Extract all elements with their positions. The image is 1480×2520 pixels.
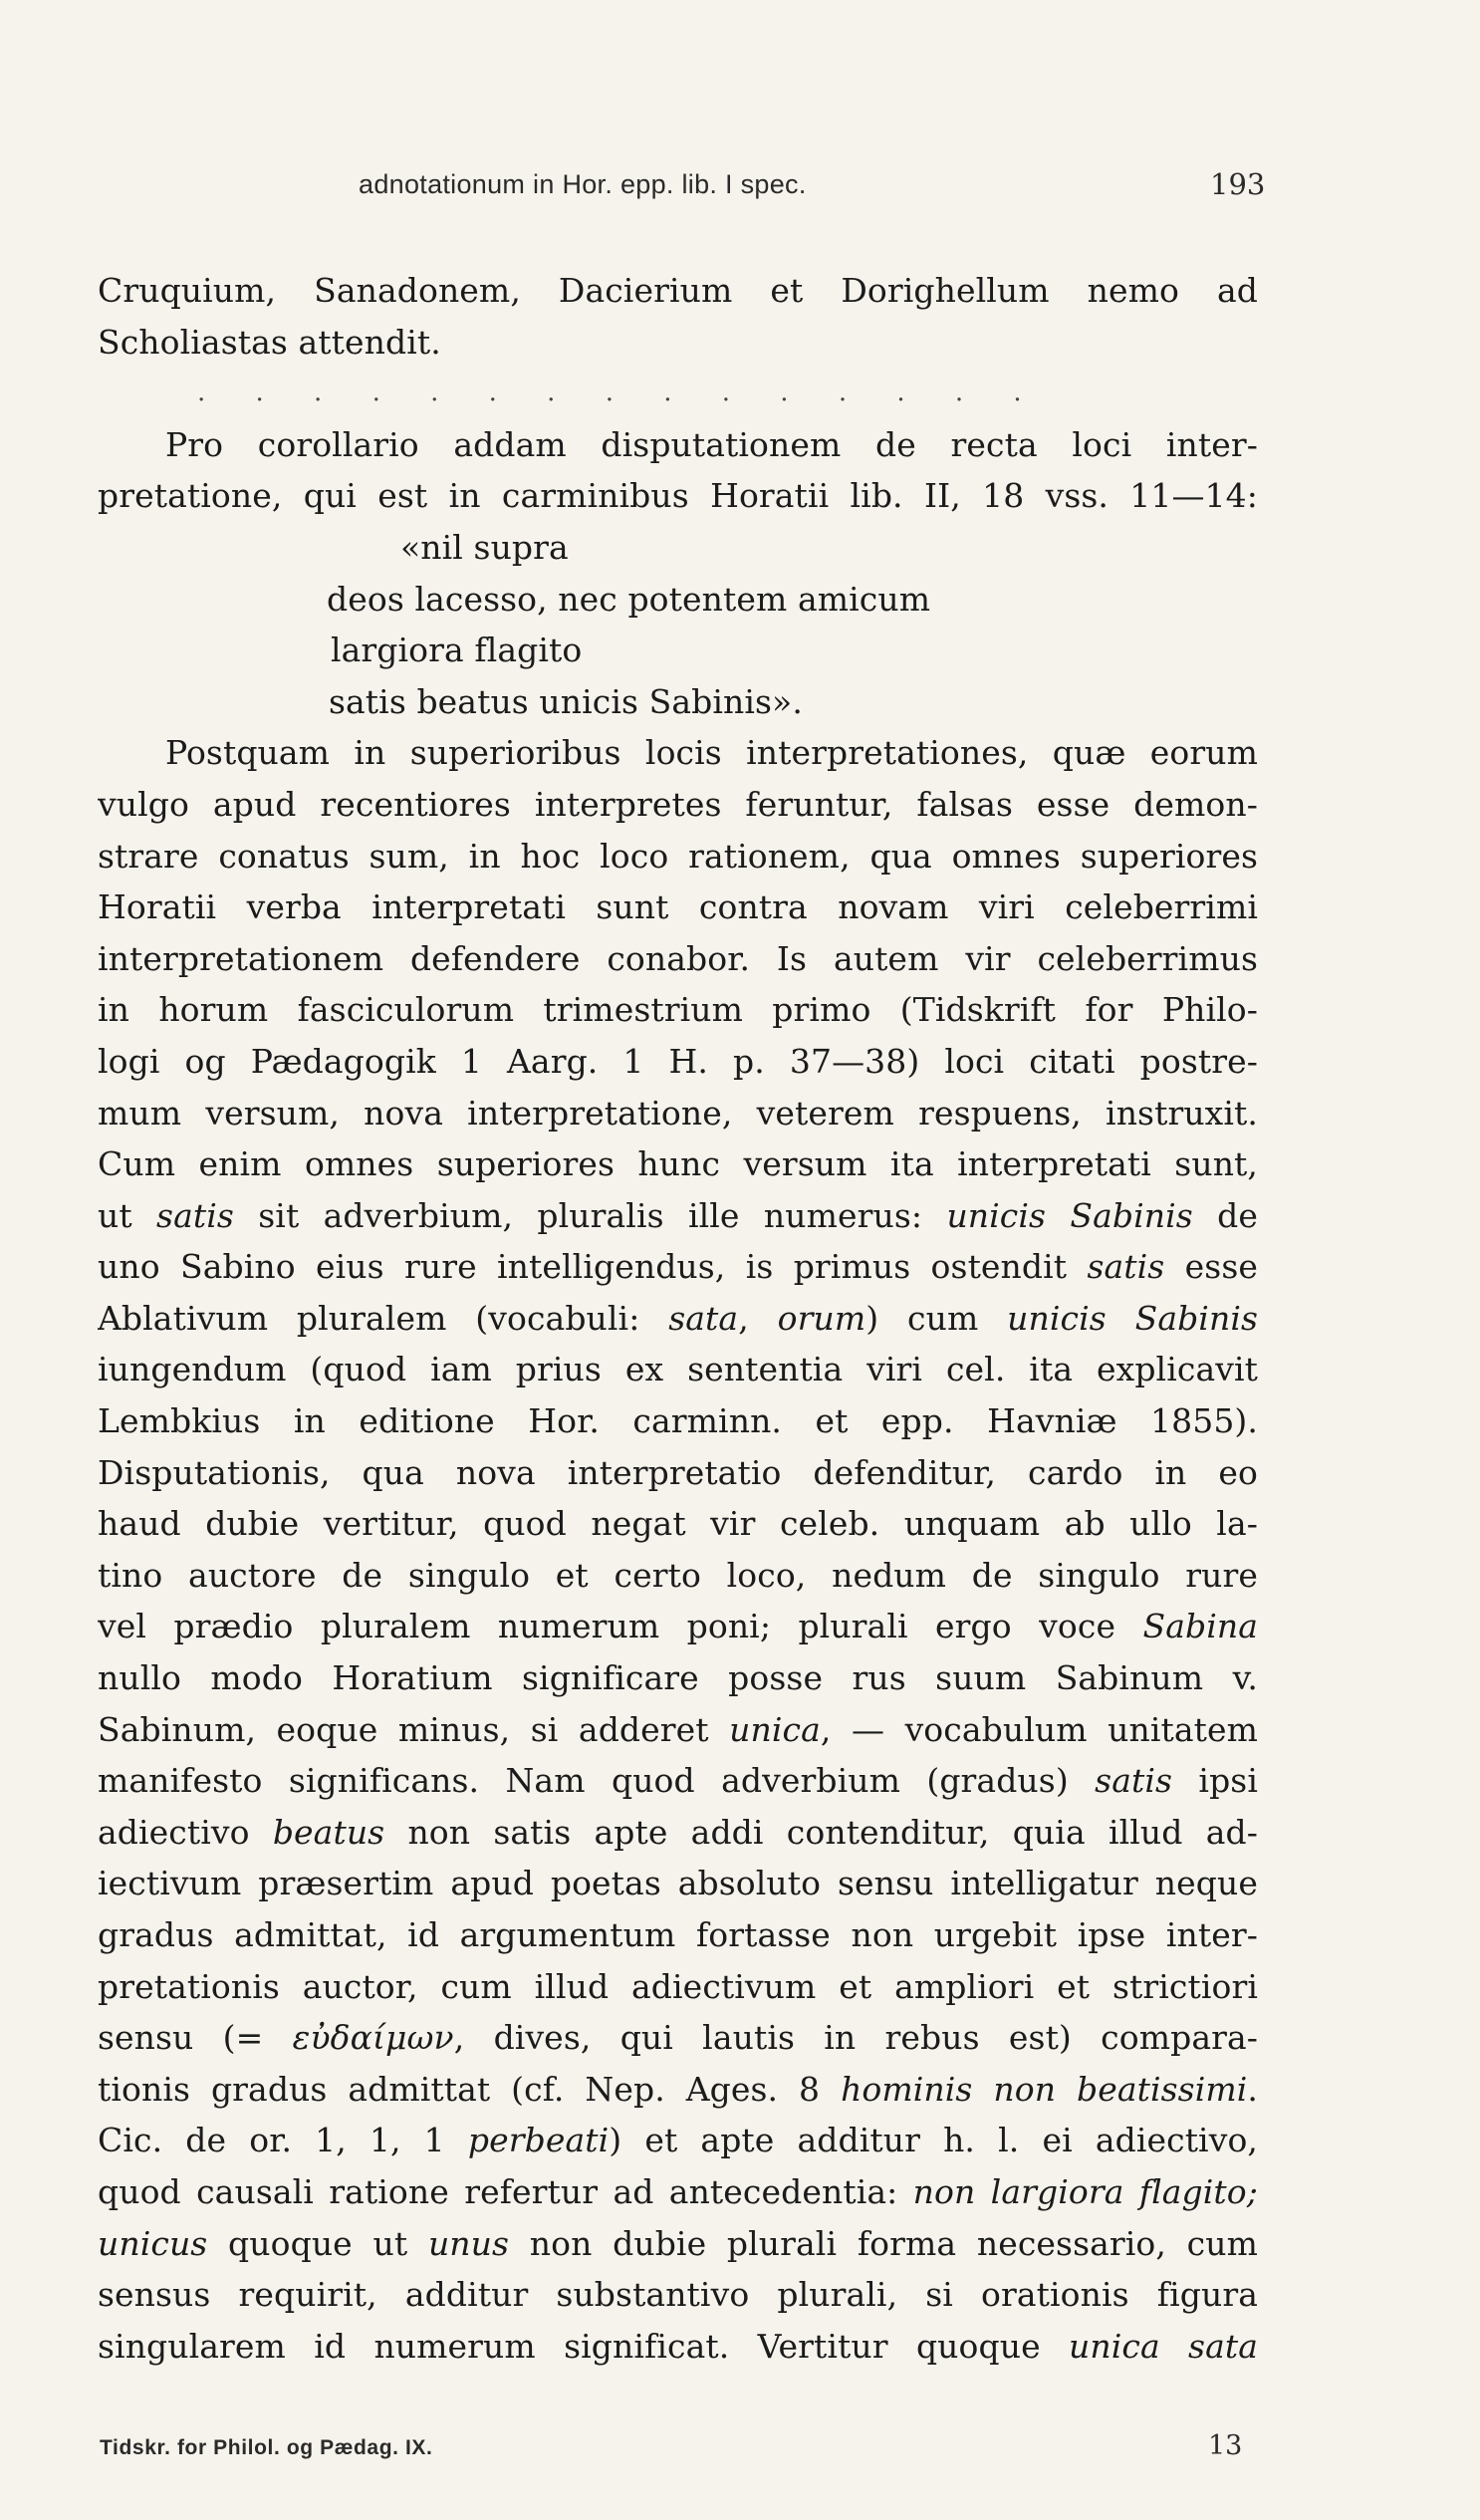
text-line: pretationis auctor, cum illud adiectivum et ampliori et strictiori [98, 1966, 1258, 2006]
text-run: non satis apte addi contenditur, quia illud ad- [384, 1812, 1258, 1852]
footer-text: Tidskr. for Philol. og Pædag. IX. [100, 2436, 433, 2459]
text-run: singularem id numerum significat. Vertitur quoque [98, 2326, 1070, 2366]
italic-run: satis [156, 1195, 234, 1235]
text-line [98, 2166, 1258, 2218]
text-line [98, 1293, 1258, 1345]
text-line: Cum enim omnes superiores hunc versum ita interpretati sunt, [98, 1144, 1258, 1184]
verse-line: deos lacesso, nec potentem amicum [327, 579, 931, 619]
italic-run: Sabina [1142, 1607, 1258, 1646]
text-line [98, 1704, 1258, 1756]
text-run: non dubie plurali forma necessario, cum [509, 2223, 1258, 2263]
body-text [98, 265, 1258, 2372]
text-line [98, 1241, 1258, 1293]
text-line [98, 1601, 1258, 1652]
paragraph-start-line: Postquam in superioribus locis interpretationes, quæ eorum [165, 733, 1258, 773]
verse-line: largiora flagito [331, 630, 583, 670]
text-run: quod causali ratione refertur ad antecedentia: [98, 2171, 913, 2211]
italic-run: hominis non beatissimi [841, 2069, 1248, 2109]
text-line: Cruquium, Sanadonem, Dacierium et Dorighellum nemo ad [98, 271, 1258, 310]
text-line [98, 2012, 1258, 2064]
text-run: adiectivo [98, 1812, 273, 1852]
text-line: Lembkius in editione Hor. carminn. et epp. Havniæ 1855). [98, 1401, 1258, 1441]
ellipsis-line: . . . . . . . . . . . . . . . [197, 378, 1043, 408]
verse-line: satis beatus unicis Sabinis». [329, 681, 803, 721]
text-line [98, 1755, 1258, 1807]
text-line: pretatione, qui est in carminibus Horatii lib. II, 18 vss. 11—14: [98, 476, 1258, 516]
italic-run: unica sata [1069, 2326, 1258, 2366]
italic-run: satis [1095, 1761, 1173, 1801]
text-line: mum versum, nova interpretatione, veterem respuens, instruxit. [98, 1093, 1258, 1133]
running-title: adnotationum in Hor. epp. lib. I spec. [359, 169, 807, 199]
paragraph-start-line: Pro corollario addam disputationem de recta loci inter- [165, 424, 1258, 464]
text-run: sensu (= [98, 2018, 293, 2058]
text-run: . [1247, 2069, 1258, 2109]
text-line: nullo modo Horatium significare posse rus suum Sabinum v. [98, 1658, 1258, 1698]
text-run: ut [98, 1195, 157, 1235]
text-line [98, 1190, 1258, 1242]
text-run: esse [1164, 1247, 1258, 1287]
text-line [98, 2115, 1258, 2166]
text-run: , dives, qui lautis in rebus est) compara- [453, 2018, 1258, 2058]
text-run: tionis gradus admittat (cf. Nep. Ages. 8 [98, 2069, 842, 2109]
text-line: iungendum (quod iam prius ex sententia viri cel. ita explicavit [98, 1350, 1258, 1389]
italic-run: satis [1087, 1247, 1165, 1287]
page-number: 193 [1210, 167, 1266, 201]
text-line: strare conatus sum, in hoc loco rationem, qua omnes superiores [98, 836, 1258, 876]
italic-run: unicus [98, 2223, 208, 2263]
text-run: Ablativum pluralem (vocabuli: [98, 1298, 669, 1338]
text-run: quoque ut [207, 2223, 428, 2263]
page-footer [100, 2430, 1260, 2470]
text-run: sit adverbium, pluralis ille numerus: [233, 1195, 947, 1235]
italic-run: perbeati [467, 2121, 610, 2160]
text-line: tino auctore de singulo et certo loco, nedum de singulo rure [98, 1555, 1258, 1595]
text-run: Sabinum, eoque minus, si adderet [98, 1709, 730, 1749]
italic-run: unica [729, 1709, 821, 1749]
text-line [98, 2321, 1258, 2373]
text-run: , — vocabulum unitatem [820, 1709, 1258, 1749]
text-run: ) et apte additur h. l. ei adiectivo, [609, 2121, 1258, 2160]
text-line [98, 1807, 1258, 1859]
text-run: Cic. de or. 1, 1, 1 [98, 2121, 468, 2160]
text-line: haud dubie vertitur, quod negat vir celeb. unquam ab ullo la- [98, 1504, 1258, 1544]
verse-line: «nil supra [400, 527, 569, 567]
text-run: uno Sabino eius rure intelligendus, is primus ostendit [98, 1247, 1088, 1287]
text-line: in horum fasciculorum trimestrium primo (Tidskrift for Philo- [98, 990, 1258, 1030]
text-line: vulgo apud recentiores interpretes feruntur, falsas esse demon- [98, 784, 1258, 824]
text-line: logi og Pædagogik 1 Aarg. 1 H. p. 37—38) loci citati postre- [98, 1041, 1258, 1081]
text-line: iectivum præsertim apud poetas absoluto sensu intelligatur neque [98, 1864, 1258, 1903]
text-line: sensus requirit, additur substantivo plurali, si orationis figura [98, 2275, 1258, 2315]
text-line: Disputationis, qua nova interpretatio defenditur, cardo in eo [98, 1452, 1258, 1492]
text-line: gradus admittat, id argumentum fortasse non urgebit ipse inter- [98, 1915, 1258, 1954]
italic-run: orum [777, 1298, 866, 1338]
italic-run: unicis Sabinis [1007, 1298, 1258, 1338]
text-run: , [738, 1298, 778, 1338]
running-head [0, 169, 1480, 209]
signature-mark: 13 [1208, 2430, 1243, 2461]
text-run: vel prædio pluralem numerum poni; plurali ergo voce [98, 1607, 1143, 1646]
text-run: ) cum [865, 1298, 1008, 1338]
italic-run: beatus [272, 1812, 385, 1852]
text-line: Horatii verba interpretati sunt contra novam viri celeberrimi [98, 887, 1258, 927]
italic-run: non largiora flagito; [912, 2171, 1258, 2211]
text-line: Scholiastas attendit. [98, 322, 441, 362]
italic-run: sata [668, 1298, 739, 1338]
text-run: ipsi [1172, 1761, 1258, 1801]
text-line [98, 2218, 1258, 2270]
greek-italic-run: εὐδαίμων [292, 2018, 454, 2058]
text-line: interpretationem defendere conabor. Is autem vir celeberrimus [98, 938, 1258, 978]
text-run: manifesto significans. Nam quod adverbium (gradus) [98, 1761, 1096, 1801]
text-line [98, 2064, 1258, 2116]
italic-run: unus [427, 2223, 510, 2263]
italic-run: unicis Sabinis [946, 1195, 1193, 1235]
text-run: de [1192, 1195, 1258, 1235]
